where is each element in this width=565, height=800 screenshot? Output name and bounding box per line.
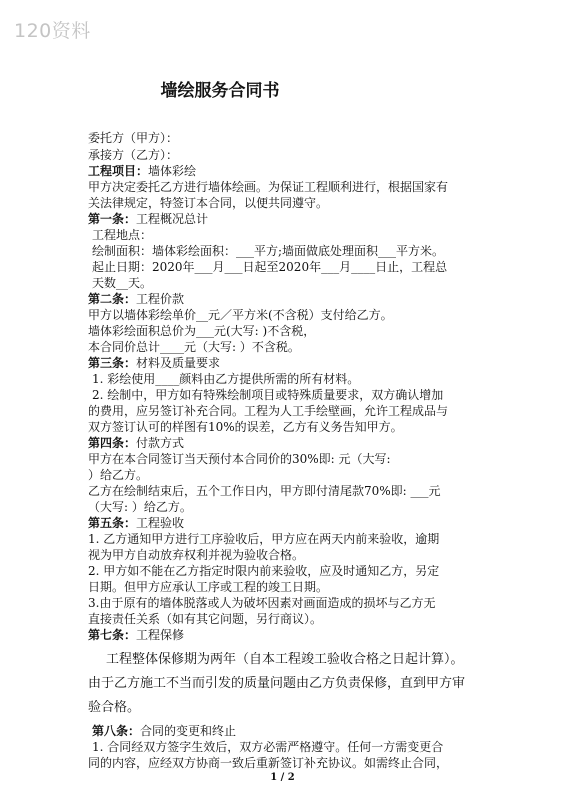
text-line: 工程地点： — [92, 228, 153, 242]
section-heading: 第一条：工程概况总计 — [88, 212, 209, 226]
text-line: 1. 彩绘使用____颜料由乙方提供所需的所有材料。 — [92, 372, 360, 386]
text-line: 2. 甲方如不能在乙方指定时限内前来验收，应及时通知乙方，另定 — [88, 564, 440, 578]
text-line: ）给乙方。 — [88, 468, 149, 482]
text-line: 视为甲方自动放弃权利并视为验收合格。 — [88, 548, 305, 562]
document-title: 墙绘服务合同书 — [160, 81, 280, 101]
text-line: 本合同价总计____元（大写: ）不含税。 — [88, 340, 300, 354]
text-line: （大写: ）给乙方。 — [88, 500, 192, 514]
text-line: 工程整体保修期为两年（自本工程竣工验收合格之日起计算）。 — [106, 652, 464, 667]
section-heading: 第八条：合同的变更和终止 — [92, 724, 237, 738]
text-line: 绘制面积：墙体彩绘面积：___平方;墙面做底处理面积___平方米。 — [92, 244, 445, 258]
text-line: 起止日期：2020年___月___日起至2020年___月____日止，工程总 — [92, 260, 448, 274]
section-heading: 第七条：工程保修 — [88, 628, 185, 642]
text-line: 双方签订认可的样图有10%的误差，乙方有义务告知甲方。 — [88, 420, 403, 434]
section-heading: 第二条：工程价款 — [88, 292, 185, 306]
section-heading: 第五条：工程验收 — [88, 516, 185, 530]
text-line: 1. 乙方通知甲方进行工序验收后，甲方应在两天内前来验收，逾期 — [88, 532, 440, 546]
text-line: 1. 合同经双方签字生效后，双方必需严格遵守。任何一方需变更合 — [92, 740, 444, 754]
text-line: 关法律规定，特签订本合同，以便共同遵守。 — [88, 196, 329, 210]
text-line: 乙方在绘制结束后，五个工作日内，甲方即付清尾款70%即: ___元 — [88, 484, 441, 498]
section-heading: 第三条：材料及质量要求 — [88, 356, 221, 370]
text-line: 甲方在本合同签订当天预付本合同价的30%即: 元（大写: — [88, 452, 391, 466]
text-line: 承接方（乙方）： — [88, 148, 179, 162]
text-line: 验合格。 — [88, 700, 141, 715]
text-line: 由于乙方施工不当而引发的质量问题由乙方负责保修，直到甲方审 — [88, 676, 466, 691]
text-line: 甲方决定委托乙方进行墙体绘画。为保证工程顺利进行，根据国家有 — [88, 180, 449, 194]
text-line: 3.由于原有的墙体脱落或人为破坏因素对画面造成的损坏与乙方无 — [88, 596, 436, 610]
page-number: 1 / 2 — [270, 772, 295, 783]
text-line: 同的内容，应经双方协商一致后重新签订补充协议。如需终止合同， — [88, 756, 449, 770]
text-line: 直接责任关系（如有其它问题，另行商议）。 — [88, 612, 323, 626]
section-heading: 工程项目：墙体彩绘 — [88, 164, 197, 178]
text-line: 的费用，应另签订补充合同。工程为人工手绘壁画，允许工程成品与 — [88, 404, 449, 418]
text-line: 2. 绘制中，甲方如有特殊绘制项目或特殊质量要求，双方确认增加 — [92, 388, 444, 402]
watermark: 120资料 — [14, 20, 91, 42]
text-line: 天数__天。 — [92, 276, 153, 290]
text-line: 甲方以墙体彩绘单价__元／平方米(不含税）支付给乙方。 — [88, 308, 393, 322]
text-line: 墙体彩绘面积总价为___元(大写: )不含税， — [88, 324, 316, 338]
text-line: 日期。但甲方应承认工序或工程的竣工日期。 — [88, 580, 329, 594]
text-line: 委托方（甲方）： — [88, 131, 179, 145]
section-heading: 第四条：付款方式 — [88, 436, 185, 450]
